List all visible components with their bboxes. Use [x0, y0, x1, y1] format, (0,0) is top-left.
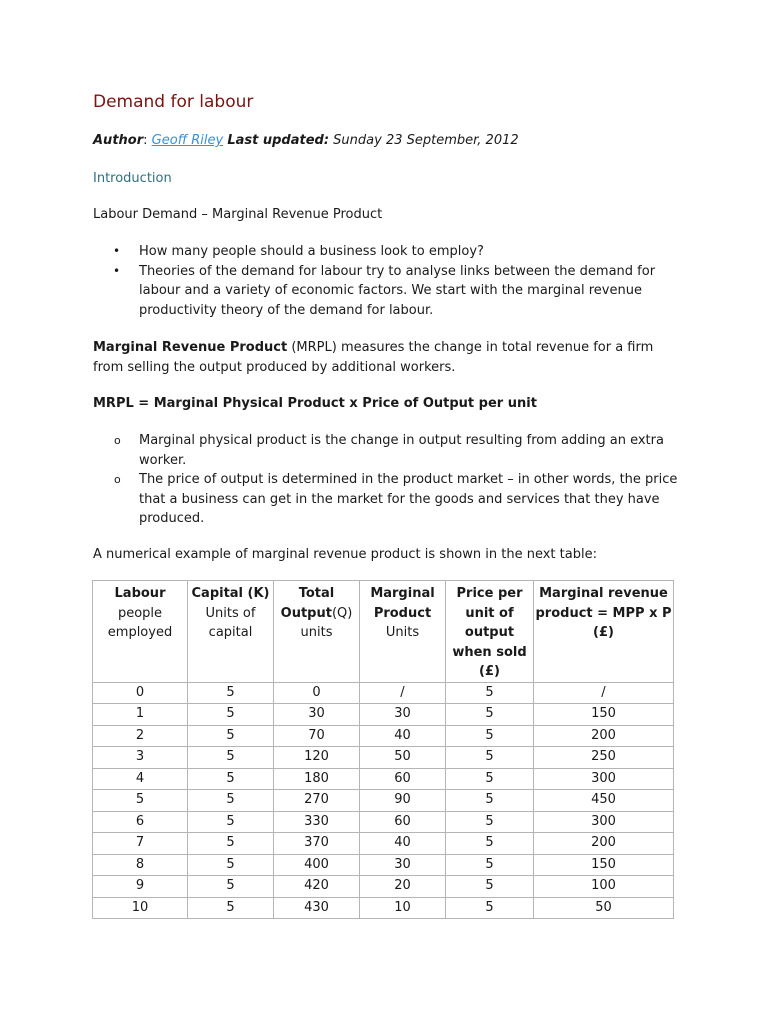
cell-labour: 10 — [93, 897, 188, 919]
section-subheading: Labour Demand – Marginal Revenue Product — [93, 207, 383, 222]
table-header-row — [93, 581, 674, 683]
cell-mrp: 150 — [534, 704, 674, 726]
cell-price: 5 — [446, 833, 534, 855]
cell-labour: 2 — [93, 725, 188, 747]
cell-capital: 5 — [188, 682, 274, 704]
cell-labour: 9 — [93, 876, 188, 898]
author-separator: : — [143, 133, 148, 148]
cell-marginal-product: / — [360, 682, 446, 704]
introduction-heading: Introduction — [93, 171, 172, 186]
table-row — [93, 790, 674, 812]
table-row — [93, 854, 674, 876]
cell-total-output: 180 — [274, 768, 360, 790]
cell-price: 5 — [446, 854, 534, 876]
table-row — [93, 876, 674, 898]
table-row — [93, 833, 674, 855]
table-row — [93, 897, 674, 919]
author-link[interactable]: Geoff Riley — [151, 133, 224, 148]
cell-marginal-product: 40 — [360, 725, 446, 747]
cell-price: 5 — [446, 725, 534, 747]
cell-marginal-product: 60 — [360, 811, 446, 833]
cell-marginal-product: 20 — [360, 876, 446, 898]
mrp-paragraph — [93, 338, 683, 377]
table-intro: A numerical example of marginal revenue product is shown in the next table: — [93, 547, 597, 562]
cell-labour: 1 — [93, 704, 188, 726]
cell-mrp: 200 — [534, 833, 674, 855]
cell-marginal-product: 30 — [360, 704, 446, 726]
cell-capital: 5 — [188, 768, 274, 790]
cell-mrp: 150 — [534, 854, 674, 876]
cell-price: 5 — [446, 790, 534, 812]
cell-marginal-product: 10 — [360, 897, 446, 919]
cell-capital: 5 — [188, 876, 274, 898]
cell-total-output: 330 — [274, 811, 360, 833]
cell-price: 5 — [446, 704, 534, 726]
cell-marginal-product: 60 — [360, 768, 446, 790]
header-marginal-product: Marginal Product Units — [360, 581, 446, 683]
cell-price: 5 — [446, 811, 534, 833]
header-capital: Capital (K) Units of capital — [188, 581, 274, 683]
table-row — [93, 704, 674, 726]
sub-bullet-list — [93, 431, 683, 529]
cell-mrp: 250 — [534, 747, 674, 769]
updated-value: Sunday 23 September, 2012 — [333, 133, 519, 148]
cell-price: 5 — [446, 897, 534, 919]
cell-marginal-product: 40 — [360, 833, 446, 855]
cell-capital: 5 — [188, 897, 274, 919]
cell-capital: 5 — [188, 790, 274, 812]
cell-total-output: 430 — [274, 897, 360, 919]
author-label: Author — [93, 133, 144, 148]
cell-mrp: 450 — [534, 790, 674, 812]
mrp-term: Marginal Revenue Product — [93, 340, 288, 355]
table-body — [93, 682, 674, 919]
cell-price: 5 — [446, 747, 534, 769]
mrp-table — [92, 580, 674, 919]
page-title: Demand for labour — [93, 92, 254, 112]
cell-labour: 3 — [93, 747, 188, 769]
header-price: Price per unit of output when sold (£) — [446, 581, 534, 683]
table-row — [93, 768, 674, 790]
table-row — [93, 811, 674, 833]
cell-total-output: 0 — [274, 682, 360, 704]
cell-mrp: 300 — [534, 811, 674, 833]
cell-total-output: 70 — [274, 725, 360, 747]
cell-labour: 8 — [93, 854, 188, 876]
cell-mrp: 50 — [534, 897, 674, 919]
byline — [93, 133, 519, 148]
table-row — [93, 682, 674, 704]
list-item: • Theories of the demand for labour try to analyse links between the demand for labour and a variety of economic factors. We start with the marginal revenue productivity theory of the demand for labour. — [93, 262, 683, 321]
header-mrp: Marginal revenue product = MPP x P (£) — [534, 581, 674, 683]
cell-marginal-product: 30 — [360, 854, 446, 876]
cell-capital: 5 — [188, 811, 274, 833]
cell-labour: 7 — [93, 833, 188, 855]
cell-total-output: 30 — [274, 704, 360, 726]
cell-mrp: / — [534, 682, 674, 704]
list-item: o Marginal physical product is the change in output resulting from adding an extra worker. — [93, 431, 683, 470]
cell-mrp: 100 — [534, 876, 674, 898]
header-labour: Labour people employed — [93, 581, 188, 683]
list-item: o The price of output is determined in the product market – in other words, the price that a business can get in the market for the goods and services that they have produced. — [93, 470, 683, 529]
cell-total-output: 420 — [274, 876, 360, 898]
formula: MRPL = Marginal Physical Product x Price of Output per unit — [93, 396, 537, 411]
cell-capital: 5 — [188, 854, 274, 876]
cell-total-output: 400 — [274, 854, 360, 876]
cell-price: 5 — [446, 682, 534, 704]
cell-mrp: 300 — [534, 768, 674, 790]
cell-total-output: 370 — [274, 833, 360, 855]
cell-mrp: 200 — [534, 725, 674, 747]
cell-capital: 5 — [188, 747, 274, 769]
list-item: • How many people should a business look to employ? — [93, 242, 683, 262]
cell-capital: 5 — [188, 833, 274, 855]
cell-capital: 5 — [188, 704, 274, 726]
cell-labour: 0 — [93, 682, 188, 704]
cell-capital: 5 — [188, 725, 274, 747]
header-total-output: Total Output(Q) units — [274, 581, 360, 683]
cell-marginal-product: 50 — [360, 747, 446, 769]
cell-labour: 6 — [93, 811, 188, 833]
cell-labour: 5 — [93, 790, 188, 812]
updated-label: Last updated: — [227, 133, 330, 148]
cell-total-output: 120 — [274, 747, 360, 769]
cell-price: 5 — [446, 768, 534, 790]
cell-price: 5 — [446, 876, 534, 898]
mrp-definition: (MRPL) measures the change in total revenue for a firm from selling the output produced by additional workers. — [93, 340, 654, 375]
table-row — [93, 747, 674, 769]
cell-labour: 4 — [93, 768, 188, 790]
bullet-list — [93, 242, 683, 320]
cell-total-output: 270 — [274, 790, 360, 812]
cell-marginal-product: 90 — [360, 790, 446, 812]
table-row — [93, 725, 674, 747]
